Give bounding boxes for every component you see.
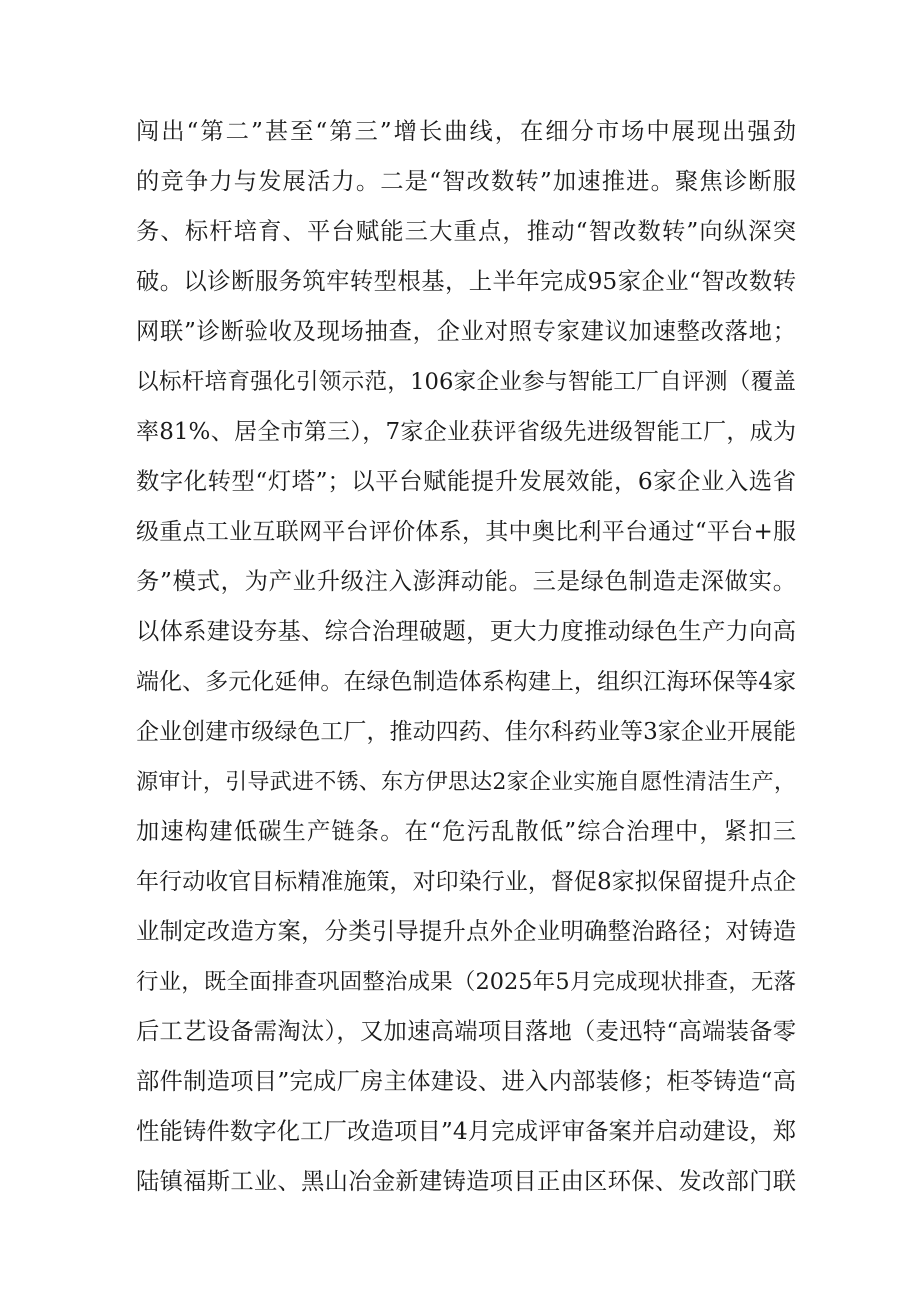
- text-line-13: 企业创建市级绿色工厂，推动四药、佳尔科药业等3家企业开展能: [136, 719, 796, 745]
- text-line-11: 以体系建设夯基、综合治理破题，更大力度推动绿色生产力向高: [136, 618, 796, 645]
- text-line-9: 级重点工业互联网平台评价体系，其中奥比利平台通过“平台+服: [136, 519, 796, 545]
- text-line-17: 业制定改造方案，分类引导提升点外企业明确整治路径；对铸造: [136, 918, 796, 945]
- text-line-10: 务”模式，为产业升级注入澎湃动能。三是绿色制造走深做实。: [136, 568, 796, 595]
- text-line-15: 加速构建低碳生产链条。在“危污乱散低”综合治理中，紧扣三: [136, 818, 796, 845]
- text-line-4: 破。以诊断服务筑牢转型根基，上半年完成95家企业“智改数转: [136, 268, 796, 295]
- text-line-19: 后工艺设备需淘汰），又加速高端项目落地（麦迅特“高端装备零: [136, 1018, 796, 1045]
- text-line-3: 务、标杆培育、平台赋能三大重点，推动“智改数转”向纵深突: [136, 218, 796, 245]
- text-line-6: 以标杆培育强化引领示范，106家企业参与智能工厂自评测（覆盖: [136, 369, 796, 395]
- text-line-20: 部件制造项目”完成厂房主体建设、进入内部装修；柜苓铸造“高: [136, 1068, 796, 1095]
- text-line-18: 行业，既全面排查巩固整治成果（2025年5月完成现状排查，无落: [136, 969, 796, 995]
- body-paragraph: [136, 107, 796, 1207]
- text-line-5: 网联”诊断验收及现场抽查，企业对照专家建议加速整改落地；: [136, 318, 796, 345]
- text-line-8: 数字化转型“灯塔”；以平台赋能提升发展效能，6家企业入选省: [136, 468, 796, 495]
- text-line-12: 端化、多元化延伸。在绿色制造体系构建上，组织江海环保等4家: [136, 669, 796, 695]
- text-line-14: 源审计，引导武进不锈、东方伊思达2家企业实施自愿性清洁生产，: [136, 769, 796, 795]
- text-line-7: 率81%、居全市第三），7家企业获评省级先进级智能工厂，成为: [136, 419, 796, 445]
- text-line-2: 的竞争力与发展活力。二是“智改数转”加速推进。聚焦诊断服: [136, 168, 796, 195]
- text-line-22: 陆镇福斯工业、黑山冶金新建铸造项目正由区环保、发改部门联: [136, 1168, 796, 1195]
- text-line-1: 闯出“第二”甚至“第三”增长曲线，在细分市场中展现出强劲: [136, 118, 796, 145]
- text-line-21: 性能铸件数字化工厂改造项目”4月完成评审备案并启动建设，郑: [136, 1118, 796, 1145]
- text-line-16: 年行动收官目标精准施策，对印染行业，督促8家拟保留提升点企: [136, 869, 796, 895]
